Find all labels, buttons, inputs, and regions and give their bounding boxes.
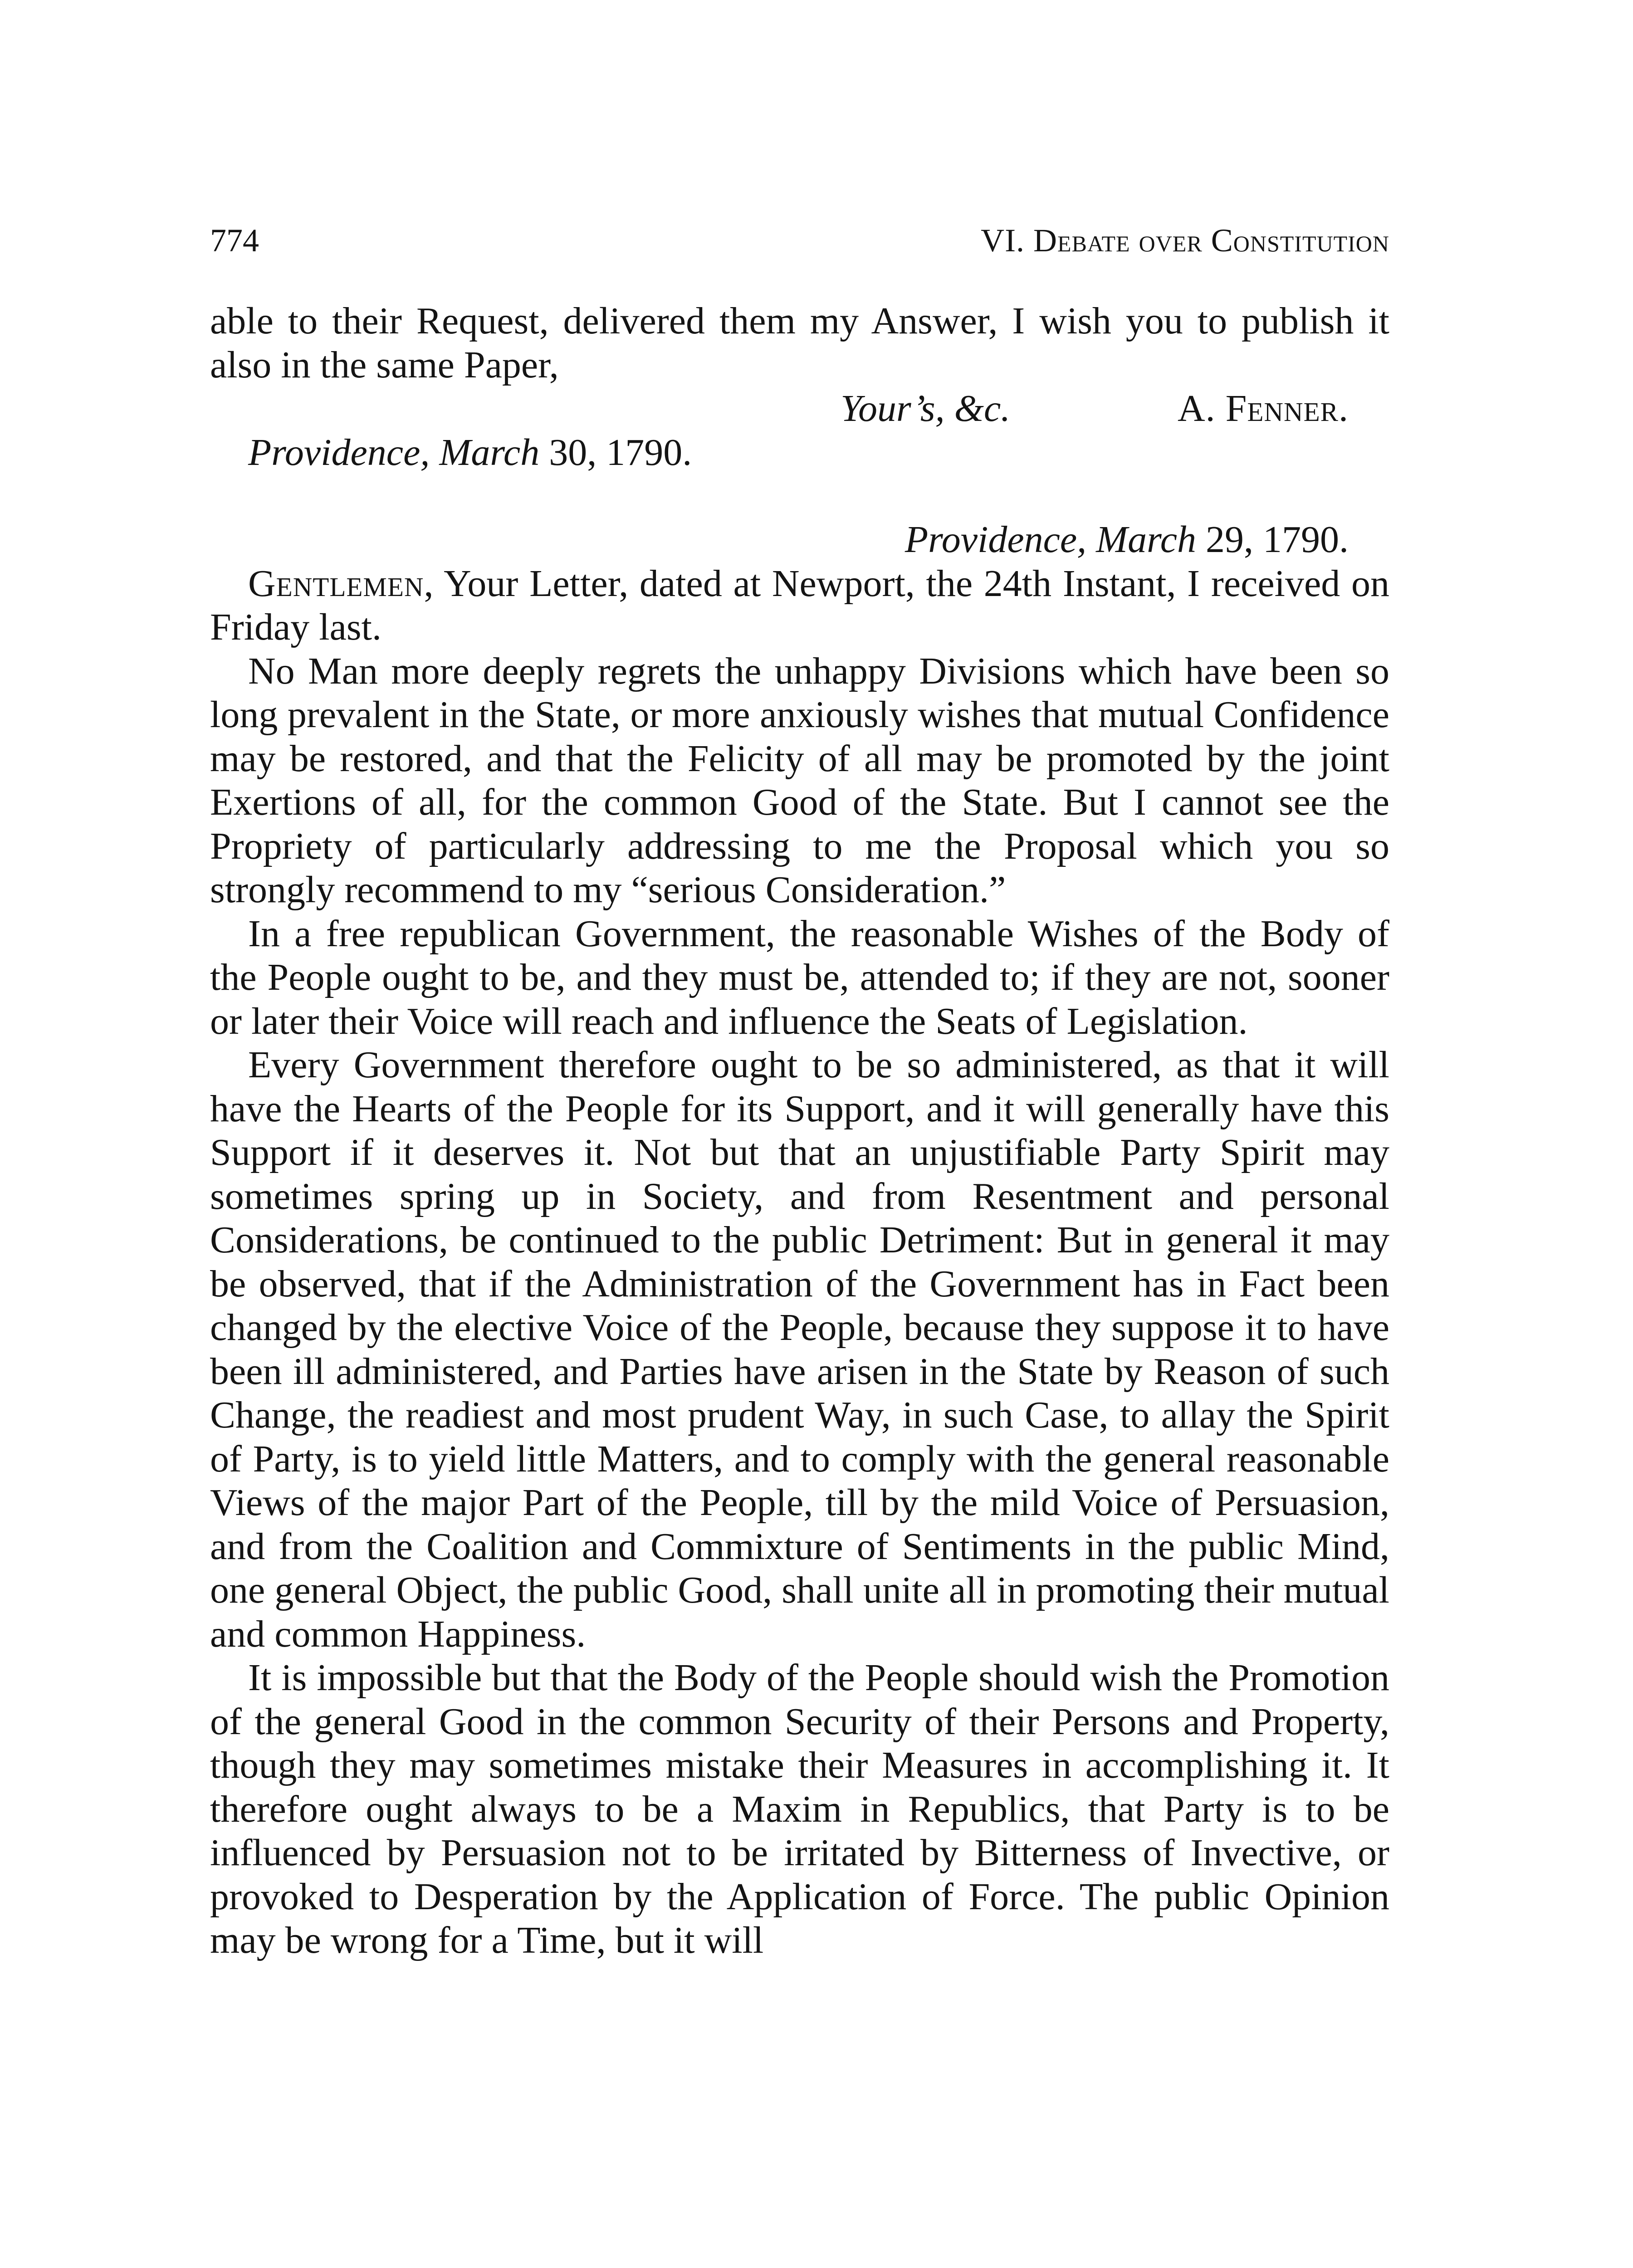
letter-paragraph: In a free republican Government, the reasonable Wishes of the Body of the People ought to be, and they must be, attended to; if they are not, sooner or later their Voice will reach and influence the Seats of Legislation.	[210, 912, 1389, 1042]
page-header	[210, 218, 1389, 263]
letter-dateline-month: March	[1096, 518, 1196, 561]
first-paragraph-text: Your Letter, dated at Newport, the 24th Instant, I received on Friday last.	[210, 562, 1389, 648]
letter-closing	[210, 387, 1389, 431]
valediction: Your’s, &c.	[841, 387, 1011, 430]
salutation: Gentlemen,	[248, 562, 434, 605]
letter-paragraph: Every Government therefore ought to be so administered, as that it will have the Hearts of the People for its Support, and it will generally have this Support if it deserves it. Not but that an unjustifiable Party Spirit may sometimes spring up in Society, and from Resentment and personal Considerations, be continued to the public Detriment: But in general it may be observed, that if the Administration of the Government has in Fact been changed by the elective Voice of the People, because they suppose it to have been ill administered, and Parties have arisen in the State by Reason of such Change, the readiest and most prudent Way, in such Case, to allay the Spirit of Party, is to yield little Matters, and to comply with the general reasonable Views of the major Part of the People, till by the mild Voice of Persuasion, and from the Coalition and Commixture of Sentiments in the public Mind, one general Object, the public Good, shall unite all in promoting their mutual and common Happiness.	[210, 1044, 1389, 1655]
page-body	[210, 299, 1389, 1963]
cover-dateline-place: Providence,	[248, 431, 430, 474]
letter-paragraph: It is impossible but that the Body of the People should wish the Promotion of the general Good in the common Security of their Persons and Property, though they may sometimes mistake their Measures in accomplishing it. It therefore ought always to be a Maxim in Republics, that Party is to be influenced by Persuasion not to be irritated by Bitterness of Invective, or provoked to Desperation by the Application of Force. The public Opinion may be wrong for a Time, but it will	[210, 1657, 1389, 1961]
running-head: VI. Debate over Constitution	[981, 222, 1389, 259]
letter-dateline-day-year: 29, 1790.	[1196, 518, 1349, 561]
page-number: 774	[210, 222, 259, 259]
letter-paragraph: No Man more deeply regrets the unhappy Divisions which have been so long prevalent in the State, or more anxiously wishes that mutual Confidence may be restored, and that the Felicity of all may be promoted by the joint Exertions of all, for the common Good of the State. But I cannot see the Propriety of particularly addressing to me the Proposal which you so strongly recommend to my “serious Consideration.”	[210, 650, 1389, 911]
letter-first-paragraph	[210, 562, 1389, 650]
opening-paragraph: able to their Request, delivered them my Answer, I wish you to publish it also in the same Paper,	[210, 300, 1389, 386]
cover-dateline	[210, 431, 1389, 475]
cover-dateline-month: March	[439, 431, 540, 474]
cover-dateline-day-year: 30, 1790.	[539, 431, 692, 474]
letter-dateline-place: Providence,	[905, 518, 1087, 561]
signer-name: A. Fenner.	[1177, 387, 1349, 430]
letter-dateline	[210, 518, 1389, 562]
